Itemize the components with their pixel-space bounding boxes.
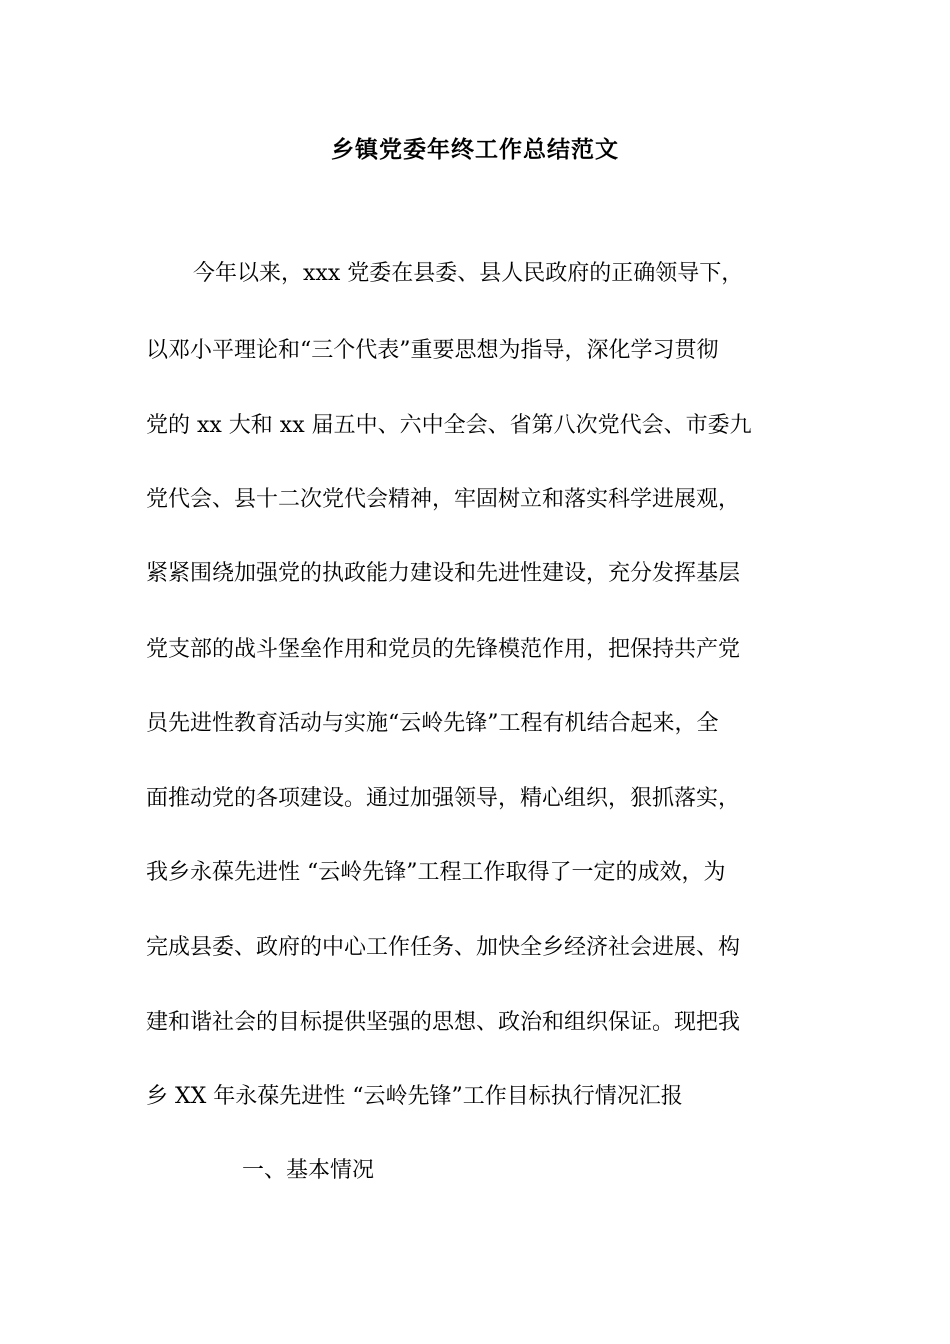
paragraph-line: 完成县委、政府的中心工作任务、加快全乡经济社会进展、构: [146, 935, 741, 960]
page-title: 乡镇党委年终工作总结范文: [331, 137, 619, 163]
paragraph-line: 紧紧围绕加强党的执政能力建设和先进性建设，充分发挥基层: [146, 561, 741, 586]
paragraph-line: 我乡永葆先进性 “云岭先锋”工程工作取得了一定的成效，为: [146, 860, 726, 885]
paragraph-line: 党的 xx 大和 xx 届五中、六中全会、省第八次党代会、市委九: [146, 413, 752, 438]
paragraph-line: 员先进性教育活动与实施“云岭先锋”工程有机结合起来，全: [146, 711, 719, 736]
paragraph-line: 面推动党的各项建设。通过加强领导，精心组织，狠抓落实，: [146, 786, 741, 811]
paragraph-line: 乡 XX 年永葆先进性 “云岭先锋”工作目标执行情况汇报: [146, 1084, 683, 1109]
paragraph-line: 今年以来，xxx 党委在县委、县人民政府的正确领导下，: [193, 261, 744, 286]
paragraph-line: 党支部的战斗堡垒作用和党员的先锋模范作用，把保持共产党: [146, 637, 741, 662]
paragraph-line: 建和谐社会的目标提供坚强的思想、政治和组织保证。现把我: [146, 1010, 741, 1035]
section-heading: 一、基本情况: [242, 1158, 375, 1183]
paragraph-line: 以邓小平理论和“三个代表”重要思想为指导，深化学习贯彻: [146, 338, 719, 363]
paragraph-line: 党代会、县十二次党代会精神，牢固树立和落实科学进展观，: [146, 487, 741, 512]
